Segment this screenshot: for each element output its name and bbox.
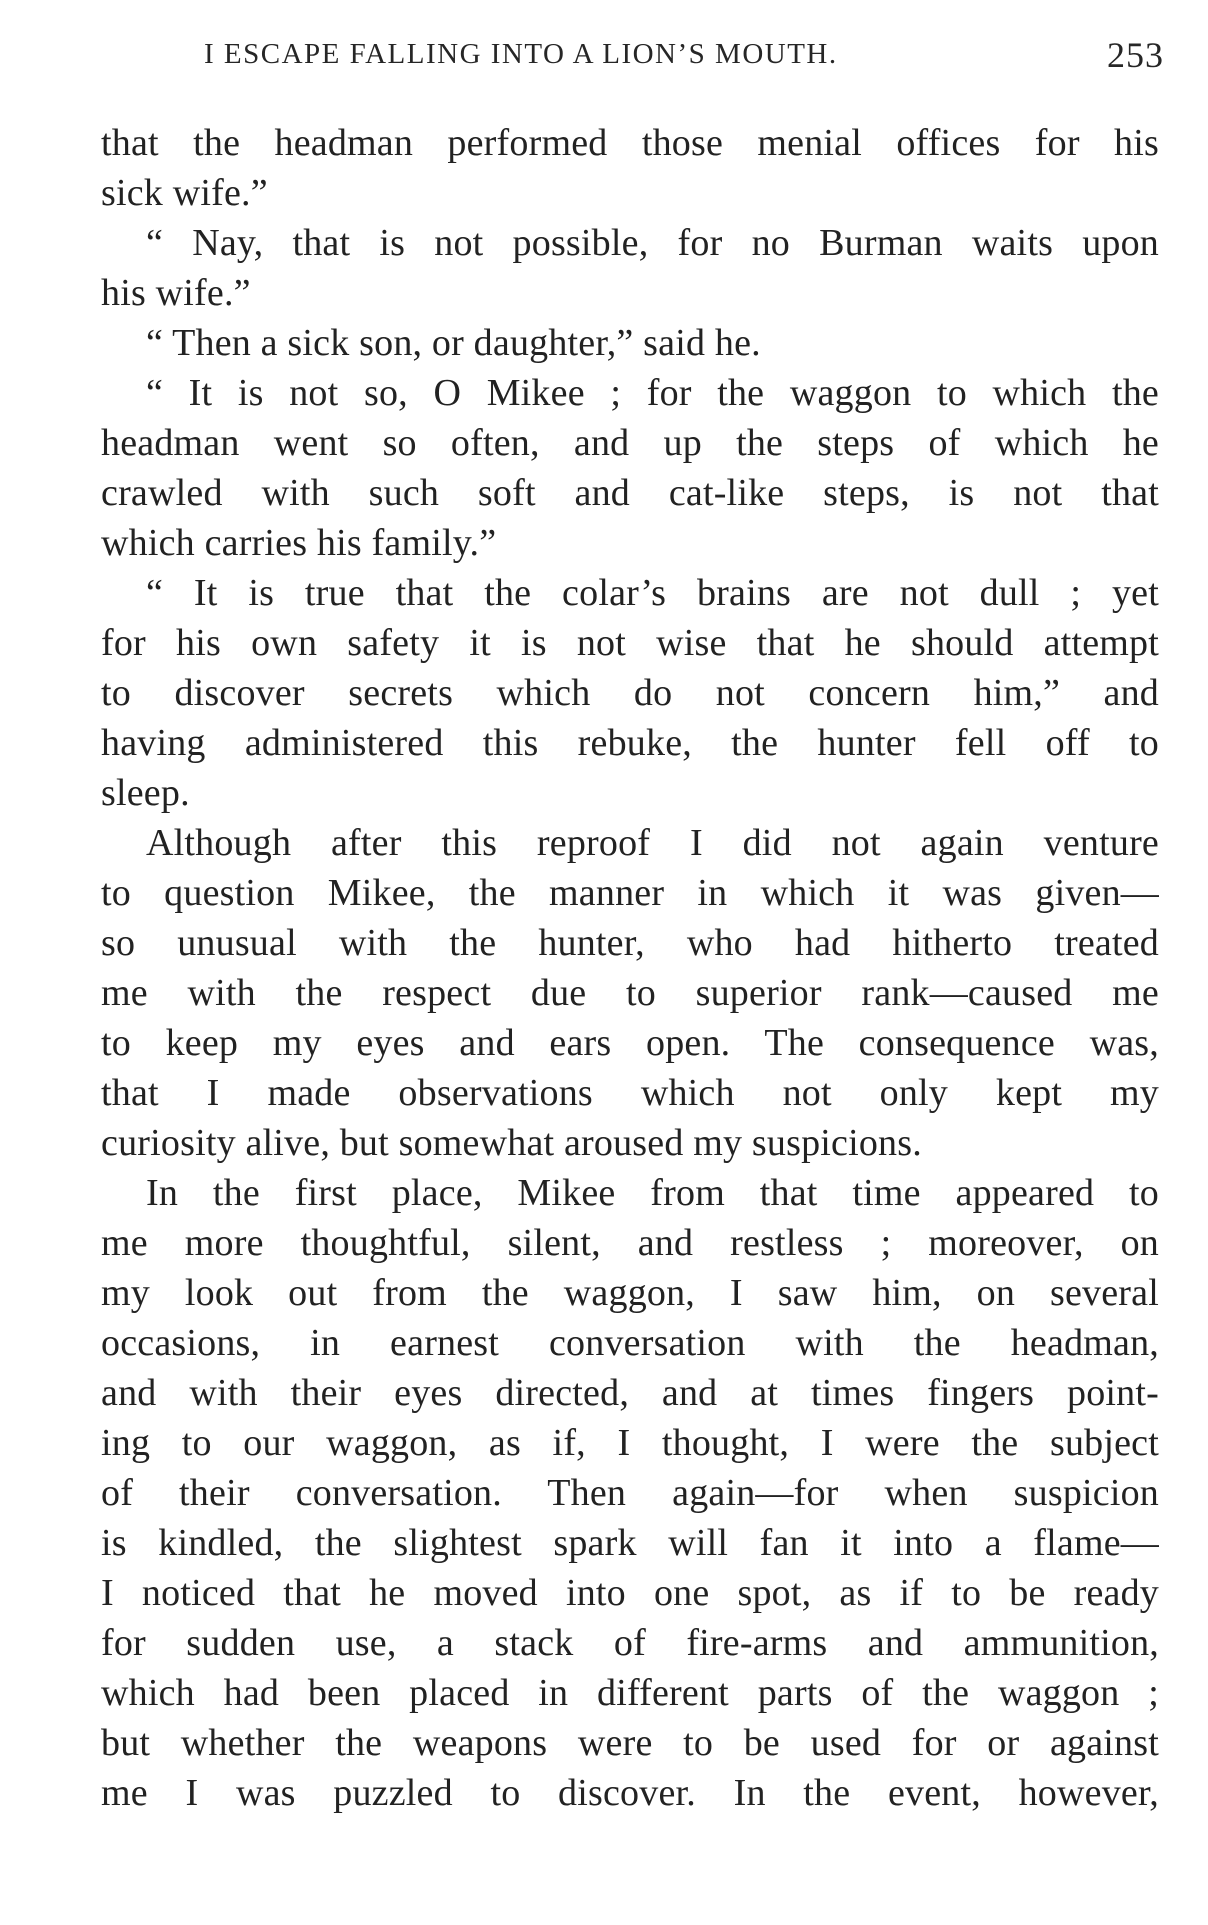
text-line: ing to our waggon, as if, I thought, I were the subject	[101, 1422, 1159, 1464]
text-line: me more thoughtful, silent, and restless ; moreover, on	[101, 1222, 1159, 1264]
text-line: my look out from the waggon, I saw him, on several	[101, 1272, 1159, 1314]
page-number: 253	[1107, 35, 1164, 75]
text-line: is kindled, the slightest spark will fan it into a flame—	[101, 1522, 1159, 1564]
text-line: “ Nay, that is not possible, for no Burman waits upon	[146, 222, 1159, 264]
text-line: of their conversation. Then again—for when suspicion	[101, 1472, 1159, 1514]
text-line: his wife.”	[101, 272, 251, 314]
text-line: me I was puzzled to discover. In the event, however,	[101, 1772, 1159, 1814]
text-line: crawled with such soft and cat-like steps, is not that	[101, 472, 1159, 514]
text-line: “ It is not so, O Mikee ; for the waggon to which the	[146, 372, 1159, 414]
text-line: “ It is true that the colar’s brains are not dull ; yet	[146, 572, 1159, 614]
text-line: In the first place, Mikee from that time appeared to	[146, 1172, 1159, 1214]
text-line: I noticed that he moved into one spot, as if to be ready	[101, 1572, 1159, 1614]
text-line: having administered this rebuke, the hunter fell off to	[101, 722, 1159, 764]
text-line: for his own safety it is not wise that he should attempt	[101, 622, 1159, 664]
text-line: Although after this reproof I did not again venture	[146, 822, 1159, 864]
text-line: to question Mikee, the manner in which it was given—	[101, 872, 1159, 914]
text-line: for sudden use, a stack of fire-arms and ammunition,	[101, 1622, 1159, 1664]
text-line: to keep my eyes and ears open. The consequence was,	[101, 1022, 1159, 1064]
body-text	[101, 118, 1159, 1818]
text-line: me with the respect due to superior rank—caused me	[101, 972, 1159, 1014]
text-line: so unusual with the hunter, who had hitherto treated	[101, 922, 1159, 964]
text-line: “ Then a sick son, or daughter,” said he.	[146, 322, 761, 364]
running-head	[204, 30, 1164, 90]
text-line: sleep.	[101, 772, 190, 814]
text-line: sick wife.”	[101, 172, 268, 214]
text-line: that I made observations which not only kept my	[101, 1072, 1159, 1114]
text-line: but whether the weapons were to be used for or against	[101, 1722, 1159, 1764]
text-line: which had been placed in different parts of the waggon ;	[101, 1672, 1159, 1714]
text-line: that the headman performed those menial offices for his	[101, 122, 1159, 164]
text-line: to discover secrets which do not concern him,” and	[101, 672, 1159, 714]
text-line: curiosity alive, but somewhat aroused my suspicions.	[101, 1122, 922, 1164]
text-line: headman went so often, and up the steps of which he	[101, 422, 1159, 464]
running-head-title: I ESCAPE FALLING INTO A LION’S MOUTH.	[204, 38, 838, 70]
text-line: occasions, in earnest conversation with the headman,	[101, 1322, 1159, 1364]
text-line: which carries his family.”	[101, 522, 497, 564]
text-line: and with their eyes directed, and at times fingers point-	[101, 1372, 1159, 1414]
